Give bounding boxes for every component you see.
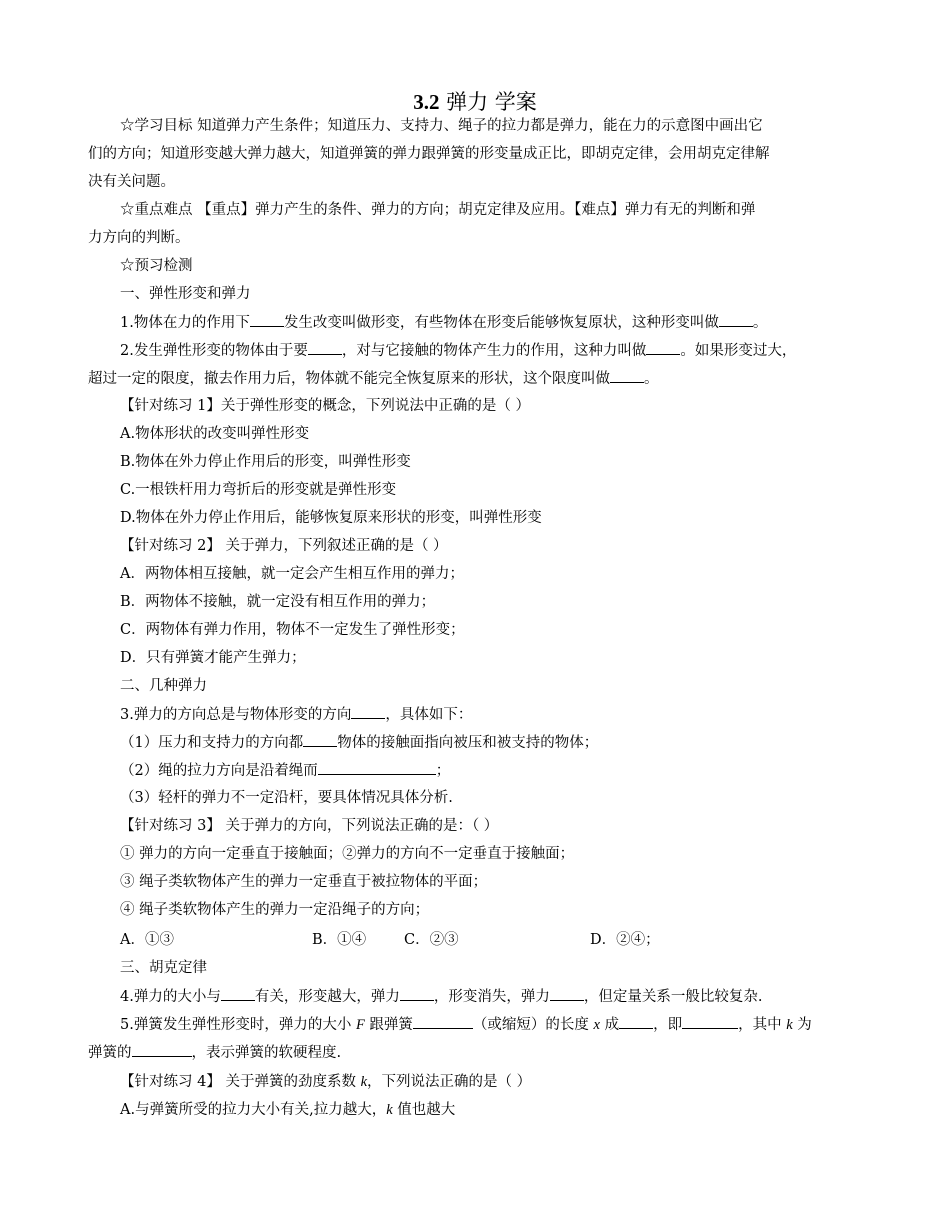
exercise-2-option-b: B．两物体不接触，就一定没有相互作用的弹力；	[120, 594, 436, 610]
objectives-line-3: 决有关问题。	[88, 174, 175, 190]
fill-blank[interactable]	[413, 1014, 473, 1029]
fill-blank[interactable]	[550, 986, 584, 1001]
fill-blank[interactable]	[719, 312, 753, 327]
preview-heading: ☆预习检测	[120, 258, 193, 274]
exercise-2-stem: 【针对练习 2】 关于弹力，下列叙述正确的是（ ）	[120, 538, 448, 554]
fill-blank[interactable]	[132, 1042, 192, 1057]
exercise-4-option-a: A.与弹簧所受的拉力大小有关,拉力越大，k 值也越大	[120, 1102, 456, 1118]
fill-blank[interactable]	[619, 1014, 653, 1029]
question-3-item-2: （2）绳的拉力方向是沿着绳而 ；	[120, 760, 900, 781]
exercise-1-option-c: C.一根铁杆用力弯折后的形变就是弹性形变	[120, 482, 397, 498]
exercise-2-option-d: D．只有弹簧才能产生弹力；	[120, 650, 306, 666]
section-1-heading: 一、弹性形变和弹力	[120, 286, 251, 302]
exercise-3-option-d: D．②④；	[590, 932, 660, 948]
exercise-3-option-a: A．①③	[120, 932, 174, 948]
exercise-1-option-b: B.物体在外力停止作用后的形变，叫弹性形变	[120, 454, 411, 470]
question-4: 4.弹力的大小与 有关，形变越大，弹力 ，形变消失，弹力 ，但定量关系一般比较复杂.	[120, 986, 900, 1007]
exercise-3-statement-4: ④ 绳子类软物体产生的弹力一定沿绳子的方向；	[120, 902, 430, 918]
exercise-3-option-b: B．①④	[312, 932, 367, 948]
question-5-line-1: 5.弹簧发生弹性形变时，弹力的大小 F 跟弹簧 （或缩短）的长度 x 成 ，即 ，其中 k 为	[120, 1014, 900, 1035]
key-points-line-1: ☆重点难点 【重点】弹力产生的条件、弹力的方向；胡克定律及应用。【难点】弹力有无的判断和弹	[120, 202, 756, 218]
exercise-2-option-a: A．两物体相互接触，就一定会产生相互作用的弹力；	[120, 566, 464, 582]
objectives-line-1: ☆学习目标 知道弹力产生条件；知道压力、支持力、绳子的拉力都是弹力，能在力的示意图中画出它	[120, 118, 763, 134]
exercise-1-stem: 【针对练习 1】关于弹性形变的概念，下列说法中正确的是（ ）	[120, 398, 530, 414]
section-2-heading: 二、几种弹力	[120, 678, 207, 694]
fill-blank[interactable]	[351, 704, 385, 719]
fill-blank[interactable]	[682, 1014, 738, 1029]
question-3-item-3: （3）轻杆的弹力不一定沿杆，要具体情况具体分析.	[120, 790, 453, 806]
exercise-1-option-d: D.物体在外力停止作用后，能够恢复原来形状的形变，叫弹性形变	[120, 510, 542, 526]
exercise-3-statement-3: ③ 绳子类软物体产生的弹力一定垂直于被拉物体的平面；	[120, 874, 488, 890]
exercise-1-option-a: A.物体形状的改变叫弹性形变	[120, 426, 310, 442]
title-number: 3.2	[413, 90, 440, 114]
question-3-item-1: （1）压力和支持力的方向都 物体的接触面指向被压和被支持的物体；	[120, 732, 900, 753]
fill-blank[interactable]	[318, 760, 436, 775]
exercise-3-option-c: C．②③	[404, 932, 459, 948]
exercise-2-option-c: C．两物体有弹力作用，物体不一定发生了弹性形变；	[120, 622, 465, 638]
page-title	[0, 88, 950, 116]
question-3: 3.弹力的方向总是与物体形变的方向 ，具体如下：	[120, 704, 900, 725]
fill-blank[interactable]	[400, 986, 434, 1001]
question-2-line-2: 超过一定的限度，撤去作用力后，物体就不能完全恢复原来的形状，这个限度叫做 。	[88, 368, 868, 389]
question-1: 1.物体在力的作用下 发生改变叫做形变，有些物体在形变后能够恢复原状，这种形变叫做 。	[120, 312, 900, 333]
fill-blank[interactable]	[308, 340, 342, 355]
title-text: 弹力 学案	[439, 90, 537, 114]
question-2-line-1: 2.发生弹性形变的物体由于要 ，对与它接触的物体产生力的作用，这种力叫做 。如果形变过大，	[120, 340, 900, 361]
fill-blank[interactable]	[303, 732, 337, 747]
fill-blank[interactable]	[610, 368, 644, 383]
fill-blank[interactable]	[646, 340, 680, 355]
key-points-line-2: 力方向的判断。	[88, 230, 190, 246]
exercise-3-stem: 【针对练习 3】 关于弹力的方向，下列说法正确的是：（ ）	[120, 818, 499, 834]
exercise-4-stem: 【针对练习 4】 关于弹簧的劲度系数 k，下列说法正确的是（ ）	[120, 1074, 532, 1090]
exercise-3-statement-1-2: ① 弹力的方向一定垂直于接触面；②弹力的方向不一定垂直于接触面；	[120, 846, 575, 862]
fill-blank[interactable]	[221, 986, 255, 1001]
fill-blank[interactable]	[250, 312, 284, 327]
section-3-heading: 三、胡克定律	[120, 960, 207, 976]
objectives-line-2: 们的方向；知道形变越大弹力越大，知道弹簧的弹力跟弹簧的形变量成正比，即胡克定律，会用胡克定律解	[88, 146, 770, 162]
question-5-line-2: 弹簧的 ，表示弹簧的软硬程度.	[88, 1042, 868, 1063]
